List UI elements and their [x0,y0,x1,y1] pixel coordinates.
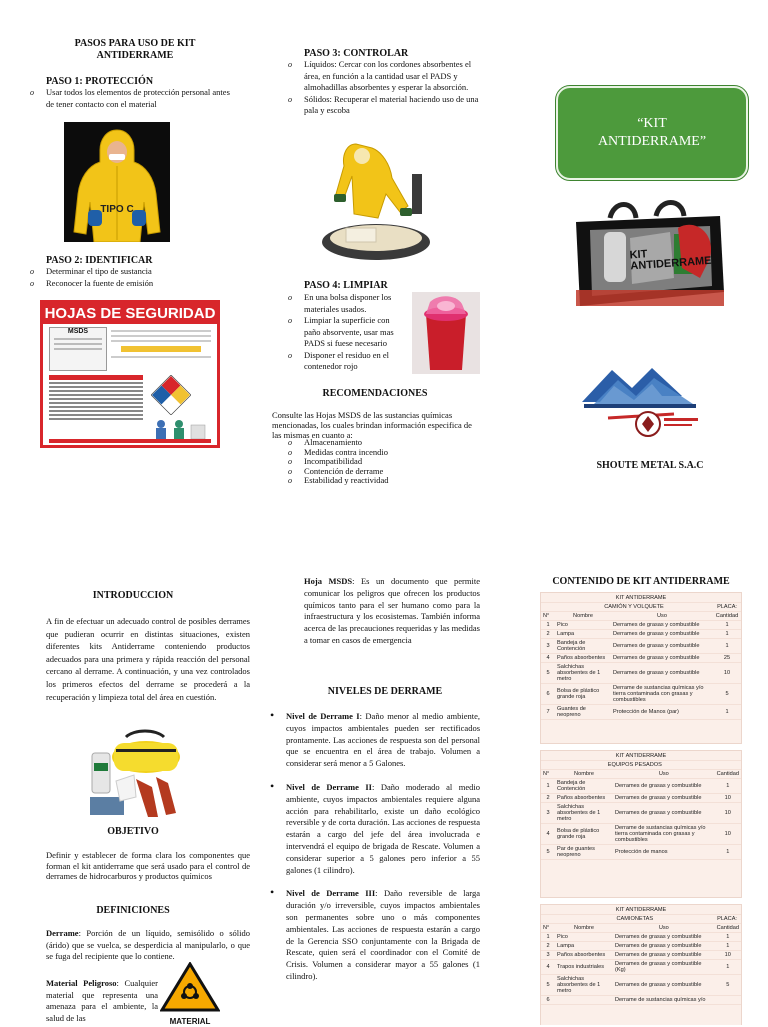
niveles-title: NIVELES DE DERRAME [327,686,443,697]
kit-bag-photo [570,198,728,310]
table-title: KIT ANTIDERRAME [541,751,741,761]
poster-sections-list [49,375,143,431]
table-placa: PLACA: [713,603,741,612]
nivel-item: • Nivel de Derrame I: Daño menor al medio ambiente, cuyos impactos ambientales pueden ser rectificados prontamente. Las acciones de respuesta son del personal que se encuentra en el área de trabajo. Volumen a considerar será menor a 5 Galones. [268,711,480,770]
nivel-item: • Nivel de Derrame II: Daño moderado al medio ambiente, cuyos impactos ambientales requiere alguna acción para rehabilitarlo, existe un daño ecológico reversible y de corta duración. Las acciones de respuesta estarán a cargo del jefe del área involucrada e intervendrá el equipo de brigada de Rescate. Volumen a considerar superior a 5 galones pero inferior a 55 galones (1 cilindro). [268,782,480,876]
table-subtitle: EQUIPOS PESADOS [555,761,715,770]
table-row: 5 Par de guantes neopreno Protección de manos 1 [541,845,741,860]
table-subtitle: CAMIONETAS [555,915,715,924]
company-name: SHOUTE METAL S.A.C [596,460,704,471]
table-row: 3 Salchichas absorbentes de 1 metro Derrames de grasas y combustible 10 [541,803,741,824]
material-term: Material Peligroso [46,978,117,988]
msds-definition [304,576,480,647]
paso3-item: o Líquidos: Cercar con los cordones absorbentes el área, en función a la cantidad usar el PADS y almohadillas absorbentes y esperar la absorción. [288,59,482,94]
recomendaciones-item: o Almacenamiento [288,438,478,448]
bag-label: KIT ANTIDERRAME [629,248,712,273]
kit-contents-photo [86,727,184,821]
recomendaciones-item: o Incompatibilidad [288,457,478,467]
table-title: KIT ANTIDERRAME [541,905,741,915]
table-row: 4 Trapos industriales Derrames de grasas y combustible (Kg) 1 [541,960,741,975]
table-placa: PLACA: [715,915,741,924]
spill-control-photo [316,134,438,266]
definicion-material-peligroso [46,978,158,1024]
table-row: 2 Lampa Derrames de grasas y combustible 1 [541,942,741,951]
company-logo [578,366,704,438]
table-row: 6 Bolsa de plástico grande roja Derrame de sustancias químicas y/o tierra contaminada con grasas y combustibles 5 [541,684,741,705]
poster-msds-label: MSDS [67,328,89,335]
paso3-item: o Sólidos: Recuperar el material haciendo uso de una pala y escoba [288,94,482,117]
introduccion-text: A fin de efectuar un adecuado control de posibles derrames que pudieran ocurrir en distintas situaciones, existen diferentes kits Antiderrame conteniendo productos adecuados para una primera y rápida reacción del personal cercano al derrame. A continuación, y una vez controlados los primeros efectos del derrame se procederá a la recuperación y limpieza total del área en cuestión. [46,616,250,702]
nivel-item: • Nivel de Derrame III: Daño reversible de larga duración y/o irreversible, cuyos impactos ambientales son permanentes sobre uno o más componentes ambientales. Las acciones de respuesta estarán a cargo de la Gerencia SSO conjuntamente con la Brigada de Rescate, quien será el coordinador con el Comité de Crisis. Volumen a considerar mayor a 55 galones (1 cilindro). [268,888,480,982]
poster-msds-doc [49,327,107,371]
red-bin-photo [412,292,480,374]
paso4-item: o Disponer el residuo en el contenedor rojo [288,350,402,373]
paso1-title: PASO 1: PROTECCIÓN [46,76,154,87]
poster-title: HOJAS DE SEGURIDAD [44,305,216,322]
table-row: 2 Lampa Derrames de grasas y combustible 1 [541,630,741,639]
paso3-list [288,59,482,117]
material-text: : Cualquier material que representa una amenaza para el ambiente, la salud de las [46,978,158,1023]
hazmat-suit-photo [64,122,170,242]
paso4-list [288,292,402,373]
msds-term: Hoja MSDS [304,576,353,586]
panel1-title: PASOS PARA USO DE KIT ANTIDERRAME [74,38,196,61]
table-row: 1 Pico Derrames de grasas y combustible 1 [541,621,741,630]
table-row: 2 Paños absorbentes Derrames de grasas y combustible 10 [541,794,741,803]
table-row: 4 Paños absorbentes Derrames de grasas y combustible 25 [541,654,741,663]
banner-title: “KIT ANTIDERRAME” [597,116,707,149]
objetivo-title: OBJETIVO [107,826,159,837]
paso4-item: o En una bolsa disponer los materiales usados. [288,292,402,315]
table-row: 5 Salchichas absorbentes de 1 metro Derrames de grasas y combustible 5 [541,975,741,996]
recomendaciones-title: RECOMENDACIONES [322,388,428,399]
biohazard-triangle-icon [160,962,220,1012]
definiciones-title: DEFINICIONES [96,905,170,916]
paso4-item: o Limpiar la superficie con paño absorvente, usar mas PADS si fuese necesario [288,315,402,350]
kit-table-camion: KIT ANTIDERRAME CAMIÓN Y VOLQUETE PLACA: N° Nombre Uso Cantidad 1 Pico Derrames de grasas y combustible 1 2 Lampa Derrames de grasas y combustible 1 3 Bandeja de Contención Derrames de grasas y combustible 1 4 Paños absorbentes Derrames de grasas y combustible 25 5 Salchichas absorbentes de 1 metro Derrames de grasas y combustible 10 6 Bolsa de plástico grande roja Derrame de sustancias químicas y/o tierra contaminada con grasas y combustibles 5 7 Guantes de neopreno Protección de Manos (par) 1 [540,592,742,744]
recomendaciones-item: o Medidas contra incendio [288,448,478,458]
hazard-sign [160,962,220,1024]
hazard-sign-label: MATERIAL [169,1017,211,1026]
suit-type-label: TIPO C [100,204,134,215]
paso1-item: o Usar todos los elementos de protección personal antes de tener contacto con el material [30,87,240,110]
table-subtitle: CAMIÓN Y VOLQUETE [555,603,713,612]
derrame-text: : Porción de un líquido, semisólido o sólido (árido) que se vuelca, se desperdicia al manipularlo, o que se fuga del recipiente que lo contiene. [46,928,250,961]
poster-text-block [111,327,211,369]
contenido-title: CONTENIDO DE KIT ANTIDERRAME [552,576,730,587]
poster-workers-illustration [151,419,207,441]
kit-antiderrame-banner [556,86,748,180]
msds-text: : Es un documento que permite comunicar los peligros que ofrecen los productos químicos tanto para el ser humano como para la infraestructura y los ecosistemas. También informa acerca de las precauciones requeridas y las medidas a tomar en casos de emergencia [304,576,480,645]
table-title: KIT ANTIDERRAME [541,593,741,603]
paso2-title: PASO 2: IDENTIFICAR [46,255,153,266]
table-row: 7 Guantes de neopreno Protección de Manos (par) 1 [541,705,741,720]
paso2-list [30,266,240,289]
table-row: 3 Bandeja de Contención Derrames de grasas y combustible 1 [541,639,741,654]
table-row: 5 Salchichas absorbentes de 1 metro Derrames de grasas y combustible 10 [541,663,741,684]
paso1-list [30,87,240,110]
table-row: 3 Paños absorbentes Derrames de grasas y combustible 10 [541,951,741,960]
kit-table-camionetas: KIT ANTIDERRAME CAMIONETAS PLACA: N° Nombre Uso Cantidad 1 Pico Derrames de grasas y combustible 1 2 Lampa Derrames de grasas y combustible 1 3 Paños absorbentes Derrames de grasas y combustible 10 4 Trapos industriales Derrames de grasas y combustible (Kg) 1 5 Salchichas absorbentes de 1 metro Derrames de grasas y combustible 5 6 Derrame de sustancias químicas y/o [540,904,742,1025]
table-row: 1 Bandeja de Contención Derrames de grasas y combustible 1 [541,779,741,794]
table-row: 4 Bolsa de plástico grande roja Derrame de sustancias químicas y/o tierra contaminada con grasas y combustibles 10 [541,824,741,845]
niveles-list [268,711,480,995]
derrame-term: Derrame [46,928,79,938]
recomendaciones-item: o Estabilidad y reactividad [288,476,478,486]
paso2-item: o Reconocer la fuente de emisión [30,278,240,290]
paso4-title: PASO 4: LIMPIAR [304,280,388,291]
paso2-item: o Determinar el tipo de sustancia [30,266,240,278]
introduccion-title: INTRODUCCION [92,590,174,601]
objetivo-text: Definir y establecer de forma clara los componentes que forman el kit antiderrame que será usado para el control de derrames de hidrocarburos y productos químicos [46,850,250,881]
definicion-derrame [46,928,250,963]
table-row: 1 Pico Derrames de grasas y combustible 1 [541,933,741,942]
paso3-title: PASO 3: CONTROLAR [304,48,409,59]
msds-poster [40,300,220,448]
recomendaciones-item: o Contención de derrame [288,467,478,477]
recomendaciones-list [288,438,478,486]
table-row: 6 Derrame de sustancias químicas y/o [541,996,741,1005]
recomendaciones-text: Consulte las Hojas MSDS de las sustancias químicas mencionadas, los cuales brindan información especifica de las mismas en cuanto a: [272,410,472,440]
nfpa-diamond-icon [151,375,191,415]
kit-table-equipos-pesados: KIT ANTIDERRAME EQUIPOS PESADOS N° Nombre Uso Cantidad 1 Bandeja de Contención Derrames de grasas y combustible 1 2 Paños absorbentes Derrames de grasas y combustible 10 3 Salchichas absorbentes de 1 metro Derrames de grasas y combustible 10 4 Bolsa de plástico grande roja Derrame de sustancias químicas y/o tierra contaminada con grasas y combustibles 10 5 Par de guantes neopreno Protección de manos 1 [540,750,742,898]
